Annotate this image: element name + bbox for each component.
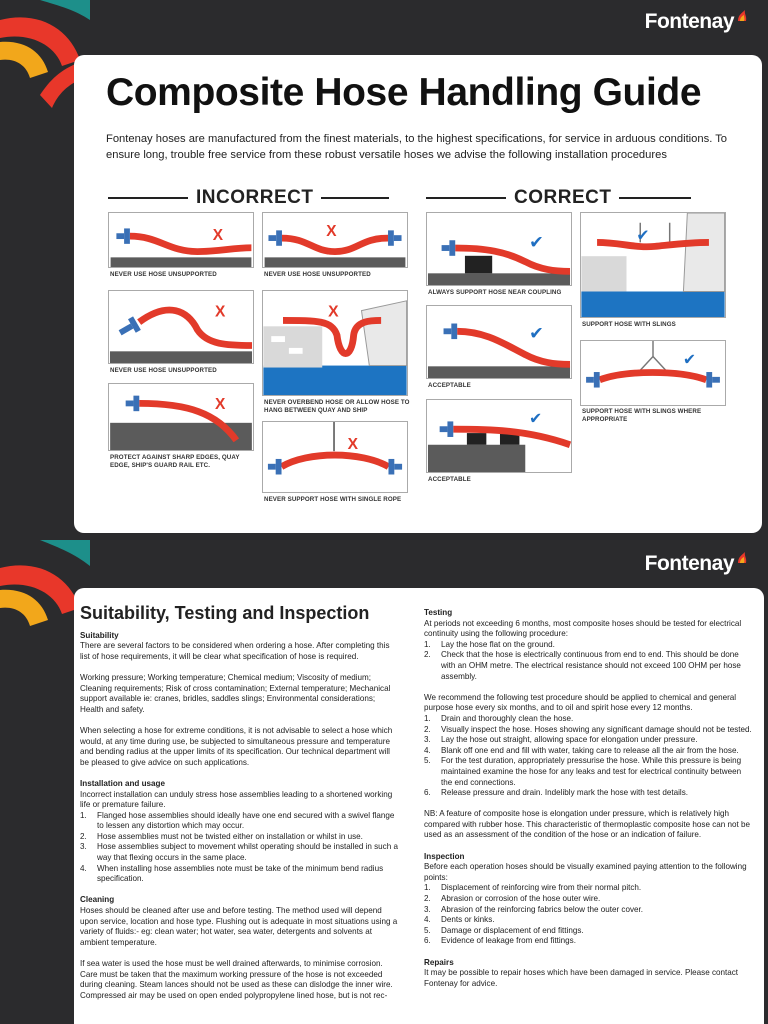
list-item: 2. Check that the hose is electrically continuous from end to end. This should be done with an OHM metre. The electrical resistance should not exceed 100 OHM per hose assembly.	[424, 650, 741, 681]
svg-text:X: X	[328, 303, 339, 321]
correct-caption-2: SUPPORT HOSE WITH SLINGS	[582, 321, 676, 328]
inspection-para: Before each operation hoses should be visually examined paying attention to the following points:	[424, 862, 747, 882]
list-item: 6. Evidence of leakage from end fittings.	[424, 936, 576, 946]
incorrect-panel-3	[108, 290, 254, 364]
handling-guide-card	[74, 55, 762, 533]
list-item: 1. Displacement of reinforcing wire from their normal pitch.	[424, 883, 642, 893]
incorrect-caption-2: NEVER USE HOSE UNSUPPORTED	[264, 271, 371, 278]
incorrect-panel-5	[108, 383, 254, 451]
guide-title: Composite Hose Handling Guide	[106, 71, 702, 114]
right-column	[424, 608, 752, 989]
correct-label: CORRECT	[514, 187, 612, 208]
correct-caption-5: ACCEPTABLE	[428, 476, 471, 483]
testing-nb: NB: A feature of composite hose is elongation under pressure, which is relatively high compared with rubber hose. This characteristic of thermoplastic composite hose can not be used as an assessment of the condition of the hose or an indication of failure.	[424, 809, 751, 840]
suitability-para-2: Working pressure; Working temperature; Chemical medium; Viscosity of medium; Cleaning requirements; Risk of cross contamination; External temperature; Mechanical support available ie: cranes, bridles, saddles slings; Environmental considerations; Health and safety.	[80, 672, 391, 714]
testing-heading: Testing	[424, 608, 453, 617]
svg-text:X: X	[214, 396, 226, 414]
testing-list-b	[424, 714, 752, 799]
repairs-heading: Repairs	[424, 957, 454, 967]
suitability-heading: Suitability	[80, 630, 119, 640]
correct-caption-1: ALWAYS SUPPORT HOSE NEAR COUPLING	[428, 289, 562, 296]
list-item: 3. Lay the hose out straight, allowing space for elongation under pressure.	[424, 735, 698, 745]
svg-text:X: X	[326, 223, 337, 241]
list-item: 6. Release pressure and drain. Indelibly mark the hose with test details.	[424, 788, 688, 798]
incorrect-panel-1	[108, 212, 254, 268]
list-item: 2. Visually inspect the hose. Hoses showing any significant damage should not be tested.	[424, 724, 752, 734]
cleaning-para-1: Hoses should be cleaned after use and before testing. The method used will depend upon service, location and hose type. Flushing out is adequate in most situations using a variety of fluids:- eg: clean water; hot water, sea water, detergents and solvents at ambient temperature.	[80, 906, 398, 947]
suitability-para-3: When selecting a hose for extreme conditions, it is not advisable to select a hose which would, at any time during use, be subjected to simultaneous pressure and temperature and bending radius at the upper limits of its specification. Our technical department will be pleased to give advice on such applications.	[80, 725, 393, 767]
list-item: 5. Damage or displacement of end fittings.	[424, 925, 584, 935]
list-item: 3. Hose assemblies subject to movement whilst operating should be installed in such a way that flexing occurs in the same place.	[80, 842, 398, 863]
incorrect-caption-4: NEVER OVERBEND HOSE OR ALLOW HOSE TO HANG BETWEEN QUAY AND SHIP	[264, 399, 410, 414]
left-column	[80, 603, 400, 1012]
section-title: Suitability, Testing and Inspection	[80, 603, 370, 623]
repairs-para: It may be possible to repair hoses which have been damaged in service. Please contact Fontenay for advice.	[424, 968, 739, 988]
correct-panel-2	[580, 212, 726, 318]
check-mark-icon: ✔	[529, 233, 544, 254]
incorrect-caption-1: NEVER USE HOSE UNSUPPORTED	[110, 271, 217, 278]
correct-caption-4: SUPPORT HOSE WITH SLINGS WHERE APPROPRIATE	[582, 408, 702, 423]
inspection-heading: Inspection	[424, 851, 465, 861]
incorrect-caption-6: NEVER SUPPORT HOSE WITH SINGLE ROPE	[264, 496, 402, 503]
guide-intro: Fontenay hoses are manufactured from the finest materials, to the highest specifications, for service in arduous conditions. To ensure long, trouble free service from these robust versatile hoses we advise the following installation procedures	[106, 133, 728, 161]
brand-name-2: Fontenay	[644, 552, 734, 575]
list-item: 1. Flanged hose assemblies should ideally have one end secured with a swivel flange to lessen any distortion which may occur.	[80, 810, 395, 831]
correct-panel-1	[426, 212, 572, 286]
list-item: 4. Blank off one end and fill with water, taking care to release all the air from the hose.	[424, 745, 739, 755]
incorrect-panel-4	[262, 290, 408, 396]
incorrect-header	[108, 187, 389, 209]
inspection-list	[424, 883, 752, 947]
list-item: 4. When installing hose assemblies note must be take of the minimum bend radius specification.	[80, 863, 384, 884]
brand-flame-icon	[736, 10, 748, 22]
list-item: 4. Dents or kinks.	[424, 915, 495, 925]
suitability-para-1: There are several factors to be considered when ordering a hose. After completing this list of hose requirements, it will be clear what specification of hose is required.	[80, 641, 390, 661]
svg-text:✔: ✔	[529, 324, 544, 345]
svg-text:✔: ✔	[683, 350, 697, 369]
incorrect-caption-3: NEVER USE HOSE UNSUPPORTED	[110, 367, 217, 374]
cleaning-heading: Cleaning	[80, 895, 115, 905]
testing-para: At periods not exceeding 6 months, most composite hoses should be tested for electrical continuity using the following procedure:	[424, 618, 742, 639]
svg-text:✔: ✔	[636, 225, 650, 245]
brand-logo-2	[645, 552, 748, 576]
brand-flame-icon	[736, 552, 748, 564]
list-item: 2. Abrasion or corrosion of the hose outer wire.	[424, 894, 601, 904]
installation-list	[80, 811, 400, 885]
cleaning-para-2: If sea water is used the hose must be well drained afterwards, to minimise corrosion. Care must be taken that the maximum working pressure of the hose is not exceeded during cleaning. Steam lances should not be used as these can dislodge the inner wire. Compressed air may be used on open ended polypropylene lined hose, but is not rec-	[80, 959, 393, 1000]
svg-text:X: X	[215, 303, 226, 321]
suitability-card	[74, 588, 764, 1024]
coupling-icon	[116, 228, 129, 243]
correct-panel-5	[426, 399, 572, 473]
installation-heading: Installation and usage	[80, 778, 166, 788]
svg-text:✔: ✔	[529, 409, 543, 428]
cross-mark-icon: X	[212, 227, 224, 244]
list-item: 1. Lay the hose flat on the ground.	[424, 639, 555, 649]
incorrect-caption-5: PROTECT AGAINST SHARP EDGES, QUAY EDGE, SHIP'S GUARD RAIL ETC.	[110, 454, 240, 469]
list-item: 1. Drain and thoroughly clean the hose.	[424, 713, 574, 723]
correct-panel-3	[426, 305, 572, 379]
list-item: 3. Abrasion of the reinforcing fabrics below the outer cover.	[424, 904, 644, 914]
incorrect-panel-6	[262, 421, 408, 493]
brand-name: Fontenay	[644, 10, 734, 33]
list-item: 2. Hose assemblies must not be twisted either on installation or whilst in use.	[80, 831, 363, 841]
brand-logo	[645, 10, 748, 34]
installation-para: Incorrect installation can unduly stress hose assemblies leading to a shortened working life or premature failure.	[80, 789, 393, 810]
list-item: 5. For the test duration, appropriately pressurise the hose. While this pressure is being maintained examine the hose for any leaks and test for electrical continuity between the end connections.	[424, 756, 742, 787]
correct-panel-4	[580, 340, 726, 406]
testing-para-2: We recommend the following test procedure should be applied to chemical and general purpose hose every six months, and to oil and spirit hose every 12 months.	[424, 692, 737, 713]
incorrect-panel-2	[262, 212, 408, 268]
incorrect-label: INCORRECT	[196, 187, 314, 208]
correct-header	[426, 187, 691, 209]
correct-caption-3: ACCEPTABLE	[428, 382, 471, 389]
testing-list-a	[424, 640, 752, 682]
svg-text:X: X	[347, 436, 359, 454]
